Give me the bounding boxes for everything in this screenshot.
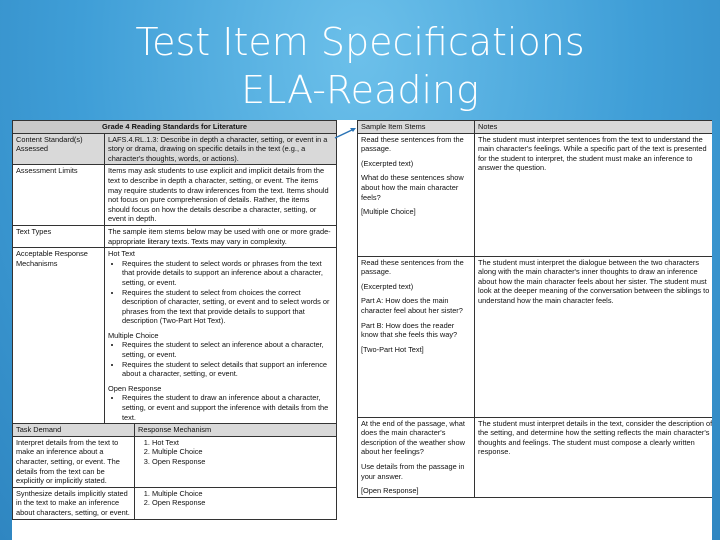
stem-text: Read these sentences from the passage. — [361, 134, 464, 154]
standards-table — [12, 120, 337, 424]
table-row — [13, 225, 337, 247]
row-text: The sample item stems below may be used with one or more grade-appropriate literary texts. Texts may vary in complexity. — [105, 225, 337, 247]
table-row — [13, 487, 337, 519]
table-header-row — [13, 424, 337, 437]
list-item: • Requires the student to select an inference about a character, setting, or event. — [122, 340, 333, 359]
sample-stem-cell — [358, 256, 475, 417]
title-line-1: Test Item Specifications — [135, 20, 585, 64]
table-row — [13, 436, 337, 487]
notes-header: Notes — [475, 121, 713, 134]
task-demand-text: Synthesize details implicitly stated in the text to make an inference about characters, setting, or event. — [13, 487, 135, 519]
note-text: The student must interpret sentences from the text to understand the main character's feelings. While a specific part of the text is presented for the student to interpret, the student must make an inference to answer the question. — [475, 133, 713, 256]
list-item: 2. Multiple Choice — [152, 447, 333, 457]
stem-text: [Two-Part Hot Text] — [361, 344, 424, 354]
stem-text: Part A: How does the main character feel about her sister? — [361, 296, 463, 315]
row-label: Acceptable Response Mechanisms — [13, 248, 105, 424]
stem-text: (Excerpted text) — [361, 281, 414, 291]
mechanisms-cell — [105, 248, 337, 424]
note-text: The student must interpret details in the text, consider the description of the setting, and determine how the setting reflects the main character's thoughts and feelings. The student must compose a clearly written response. — [475, 417, 713, 497]
table-row — [358, 256, 713, 417]
table-row — [358, 133, 713, 256]
stem-text: What do these sentences show about how the main character feels? — [361, 173, 464, 202]
stem-text: [Multiple Choice] — [361, 207, 416, 217]
list-item: 2. Open Response — [152, 498, 333, 508]
sample-stem-cell — [358, 417, 475, 497]
table-row — [358, 417, 713, 497]
list-item: • Requires the student to draw an inference about a character, setting, or event and support the inference with details from the text. — [122, 393, 333, 422]
stem-text: Read these sentences from the passage. — [361, 257, 464, 277]
left-specification-table — [12, 120, 337, 540]
sample-stem-cell — [358, 133, 475, 256]
hot-text-heading: Hot Text — [108, 249, 135, 259]
note-text: The student must interpret the dialogue between the two characters along with the main character's inner thoughts to draw an inference about how the main character feels about her sister. The student must look at the deeper meaning of the conversation between the siblings to understand how the main character feels. — [475, 256, 713, 417]
row-label: Text Types — [13, 225, 105, 247]
row-text: LAFS.4.RL.1.3: Describe in depth a character, setting, or event in a story or drama, drawing on specific details in the text (e.g., a character's thoughts, words, or actions). — [105, 133, 337, 165]
list-item: 3. Open Response — [152, 457, 333, 467]
sample-stems-table — [357, 120, 712, 498]
task-demand-table — [12, 423, 337, 519]
multiple-choice-heading: Multiple Choice — [108, 330, 159, 340]
list-item: • Requires the student to select words or phrases from the text that provide details to support an inference about a character, setting, or event. — [122, 259, 333, 288]
task-demand-header: Task Demand — [13, 424, 135, 437]
sample-stems-header: Sample Item Stems — [358, 121, 475, 134]
table-row — [13, 165, 337, 226]
list-item: • Requires the student to select details that support an inference about a character, setting, or event. — [122, 360, 333, 379]
task-demand-text: Interpret details from the text to make an inference about a character, setting, or event. The details from the text can be explicitly or implicitly stated. — [13, 436, 135, 487]
stem-text: Use details from the passage in your answer. — [361, 461, 465, 481]
stem-text: [Open Response] — [361, 486, 419, 496]
row-label: Content Standard(s) Assessed — [13, 133, 105, 165]
open-response-heading: Open Response — [108, 383, 162, 393]
response-mechanism-list — [135, 436, 337, 487]
stem-text: (Excerpted text) — [361, 158, 414, 168]
standards-header: Grade 4 Reading Standards for Literature — [13, 121, 337, 134]
slide-title — [0, 18, 720, 114]
hot-text-list — [108, 259, 333, 326]
open-response-list — [108, 393, 333, 422]
stem-text: At the end of the passage, what does the main character's description of the weather show about her feelings? — [361, 418, 465, 457]
row-text: Items may ask students to use explicit and implicit details from the text to describe in depth a character, setting, or event. The items may require students to draw inferences from the text. Items should not focus on pure comprehension of details. Rather, the items should focus on how the details describe a character, setting, or event in depth. — [105, 165, 337, 226]
list-item: 1. Hot Text — [152, 438, 333, 448]
table-row — [13, 133, 337, 165]
specification-document — [12, 120, 712, 540]
multiple-choice-list — [108, 340, 333, 378]
response-mechanism-list — [135, 487, 337, 519]
table-header-row — [358, 121, 713, 134]
response-mechanism-header: Response Mechanism — [135, 424, 337, 437]
stem-text: Part B: How does the reader know that she feels this way? — [361, 320, 458, 340]
right-specification-table — [357, 120, 712, 540]
list-item: • Requires the student to select from choices the correct description of character, setting, or event and to select words or phrases from the text that provide details to support that description (Two-Part Hot Text). — [122, 288, 333, 326]
list-item: 1. Multiple Choice — [152, 489, 333, 499]
table-row — [13, 248, 337, 424]
arrow-icon — [334, 126, 358, 140]
title-line-2: ELA-Reading — [241, 68, 479, 112]
row-label: Assessment Limits — [13, 165, 105, 226]
